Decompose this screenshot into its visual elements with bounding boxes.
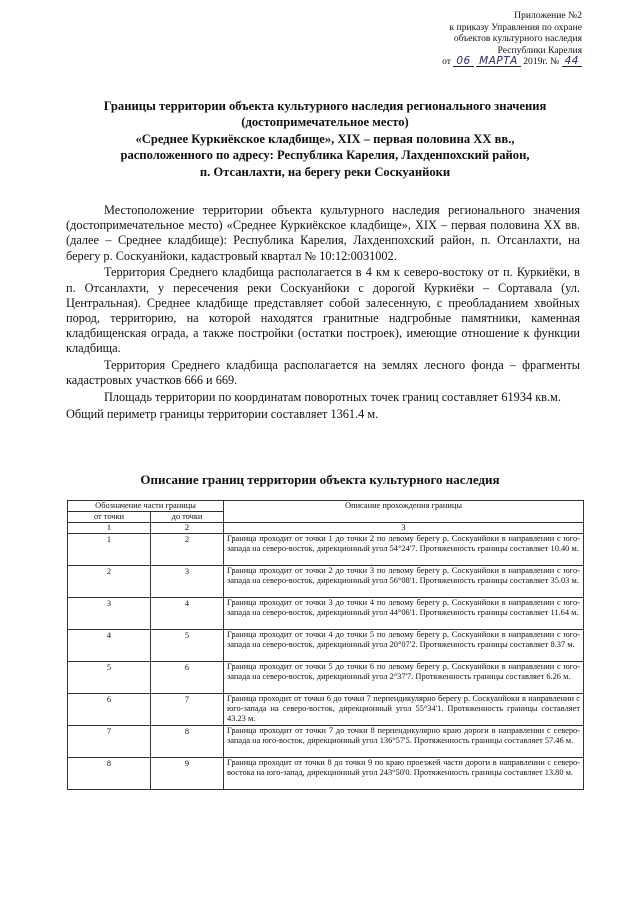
cell-description: Граница проходит от точки 4 до точки 5 по левому берегу р. Соскуанйоки в направлении с юго-запада на северо-восток, дирекционный угол 20°07'2. Протяженность границы составляет 8.37 м. [224, 629, 584, 661]
appendix-block [442, 10, 582, 68]
cell-from: 7 [68, 725, 151, 757]
appendix-line: объектов культурного наследия [453, 33, 582, 45]
cell-from: 5 [68, 661, 151, 693]
section-title: Описание границ территории объекта культурного наследия [140, 472, 500, 487]
cell-description: Граница проходит от точки 7 до точки 8 перпендикулярно краю дороги в направлении с северо-запада на юго-восток, дирекционный угол 136°57'5. Протяженность границы составляет 57.46 м. [224, 725, 584, 757]
cell-from: 8 [68, 757, 151, 789]
cell-to: 6 [151, 661, 224, 693]
header-description: Описание прохождения границы [224, 501, 584, 523]
cell-to: 2 [151, 533, 224, 565]
title-line: п. Отсанлахти, на берегу реки Соскуанйоки [199, 164, 451, 179]
title-line: Границы территории объекта культурного наследия регионального значения [103, 99, 547, 113]
title-line: «Среднее Куркиёкское кладбище», XIX – первая половина XX вв., [135, 131, 515, 146]
table-row [68, 661, 584, 693]
table-row [68, 757, 584, 789]
table-row [68, 565, 584, 597]
appendix-line: к приказу Управления по охране [449, 21, 582, 33]
handwritten-month: МАРТА [476, 56, 521, 67]
table-row [68, 597, 584, 629]
header-parts: Обозначение части границы [68, 501, 224, 512]
paragraph-area: Площадь территории по координатам поворотных точек границ составляет 61934 кв.м. [104, 389, 561, 404]
table-row [68, 693, 584, 725]
cell-from: 1 [68, 533, 151, 565]
cell-to: 5 [151, 629, 224, 661]
document-title [70, 98, 580, 180]
cell-to: 9 [151, 757, 224, 789]
cell-description: Граница проходит от точки 2 до точки 3 по левому берегу р. Соскуанйоки в направлении с юго-запада на северо-восток, дирекционный угол 56°08'1. Протяженность границы составляет 35.03 м. [224, 565, 584, 597]
date-prefix: от [442, 56, 451, 68]
column-number: 2 [151, 522, 224, 533]
column-number: 3 [224, 522, 584, 533]
title-line: расположенного по адресу: Республика Карелия, Лахденпохский район, [120, 148, 530, 163]
cell-to: 4 [151, 597, 224, 629]
paragraph-land: Территория Среднего кладбища располагается на землях лесного фонда – фрагменты кадастровых участков 666 и 669. [66, 358, 580, 388]
cell-from: 4 [68, 629, 151, 661]
cell-to: 7 [151, 693, 224, 725]
cell-to: 3 [151, 565, 224, 597]
handwritten-day: 06 [453, 56, 473, 67]
paragraph-perimeter: Общий периметр границы территории составляет 1361.4 м. [66, 406, 379, 421]
cell-from: 3 [68, 597, 151, 629]
title-line: (достопримечательное место) [241, 115, 409, 130]
handwritten-number: 44 [562, 56, 582, 67]
cell-from: 6 [68, 693, 151, 725]
date-year: 2019г. № [523, 56, 560, 68]
header-to: до точки [151, 511, 224, 522]
cell-from: 2 [68, 565, 151, 597]
cell-description: Граница проходит от точки 5 до точки 6 по левому берегу р. Соскуанйоки в направлении с юго-запада на северо-восток, дирекционный угол 2°37'7. Протяженность границы составляет 6.26 м. [224, 661, 584, 693]
column-number: 1 [68, 522, 151, 533]
table-row [68, 533, 584, 565]
paragraph-description: Территория Среднего кладбища располагается в 4 км к северо-востоку от п. Куркиёки, в п. Отсанлахти, у пересечения реки Соскуанйоки с дорогой Куркиёки – Сортавала (ул. Центральная). Среднее кладбище представляет собой залесенную, с преобладанием хвойных пород, территорию, на которой находятся гранитные надгробные памятники, каменная кладбищенская ограда, а также постройки (остатки построек), имеющие отношение к функции кладбища. [66, 265, 580, 356]
cell-description: Граница проходит от точки 6 до точки 7 перпендикулярно берегу р. Соскуанйоки в направлении с юго-запада на северо-восток, дирекционный угол 55°34'1. Протяженность границы составляет 43.23 м. [224, 693, 584, 725]
appendix-date-line [442, 56, 582, 68]
body-text [66, 203, 580, 423]
boundaries-table [67, 500, 584, 790]
cell-description: Граница проходит от точки 1 до точки 2 по левому берегу р. Соскуанйоки в направлении с юго-запада на северо-восток, дирекционный угол 54°24'7. Протяженность границы составляет 10.40 м. [224, 533, 584, 565]
appendix-line: Республики Карелия [497, 44, 582, 56]
paragraph-location: Местоположение территории объекта культурного наследия регионального значения (достопримечательное место) «Среднее Куркиёкское кладбище», XIX – первая половина XX вв. (далее – Среднее кладбище): Республика Карелия, Лахденпохский район, п. Отсанлахти, на берегу р. Соскуанйоки, кадастровый квартал № 10:12:0031002. [66, 203, 580, 263]
table-row [68, 629, 584, 661]
table-row [68, 725, 584, 757]
cell-description: Граница проходит от точки 3 до точки 4 по левому берегу р. Соскуанйоки в направлении с юго-запада на северо-восток, дирекционный угол 44°06'1. Протяженность границы составляет 11.64 м. [224, 597, 584, 629]
appendix-line: Приложение №2 [514, 10, 582, 21]
header-from: от точки [68, 511, 151, 522]
cell-description: Граница проходит от точки 8 до точки 9 по краю проезжей части дороги в направлении с северо-востока на юго-запад, дирекционный угол 243°50'0. Протяженность границы составляет 13.80 м. [224, 757, 584, 789]
cell-to: 8 [151, 725, 224, 757]
